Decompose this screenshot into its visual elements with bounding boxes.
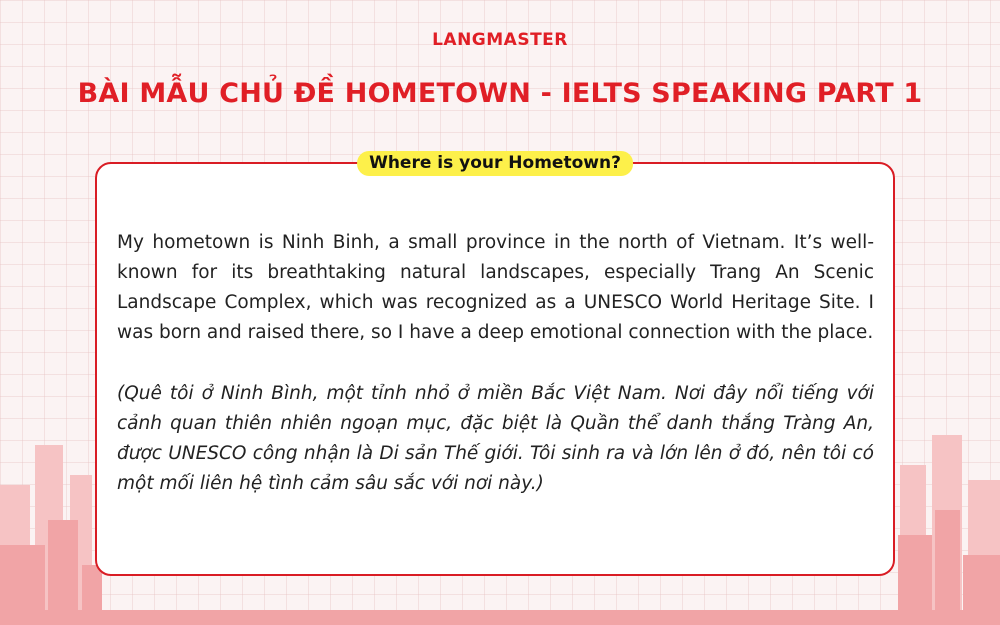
- answer-card: [95, 153, 895, 576]
- question-label: Where is your Hometown?: [357, 151, 633, 176]
- page-title: BÀI MẪU CHỦ ĐỀ HOMETOWN - IELTS SPEAKING PART 1: [77, 78, 923, 109]
- brand-logo: LANGMASTER: [432, 30, 568, 50]
- answer-english: My hometown is Ninh Binh, a small province in the north of Vietnam. It’s well-known for its breathtaking natural landscapes, especially Trang An Scenic Landscape Complex, which was recognized as a UNESCO World Heritage Site. I was born and raised there, so I have a deep emotional connection with the place.: [117, 232, 874, 343]
- answer-translation: (Quê tôi ở Ninh Bình, một tỉnh nhỏ ở miền Bắc Việt Nam. Nơi đây nổi tiếng với cảnh quan thiên nhiên ngoạn mục, đặc biệt là Quần thể danh thắng Tràng An, được UNESCO công nhận là Di sản Thế giới. Tôi sinh ra và lớn lên ở đó, nên tôi có một mối liên hệ tình cảm sâu sắc với nơi này.): [117, 383, 874, 494]
- answer-body: [117, 228, 874, 499]
